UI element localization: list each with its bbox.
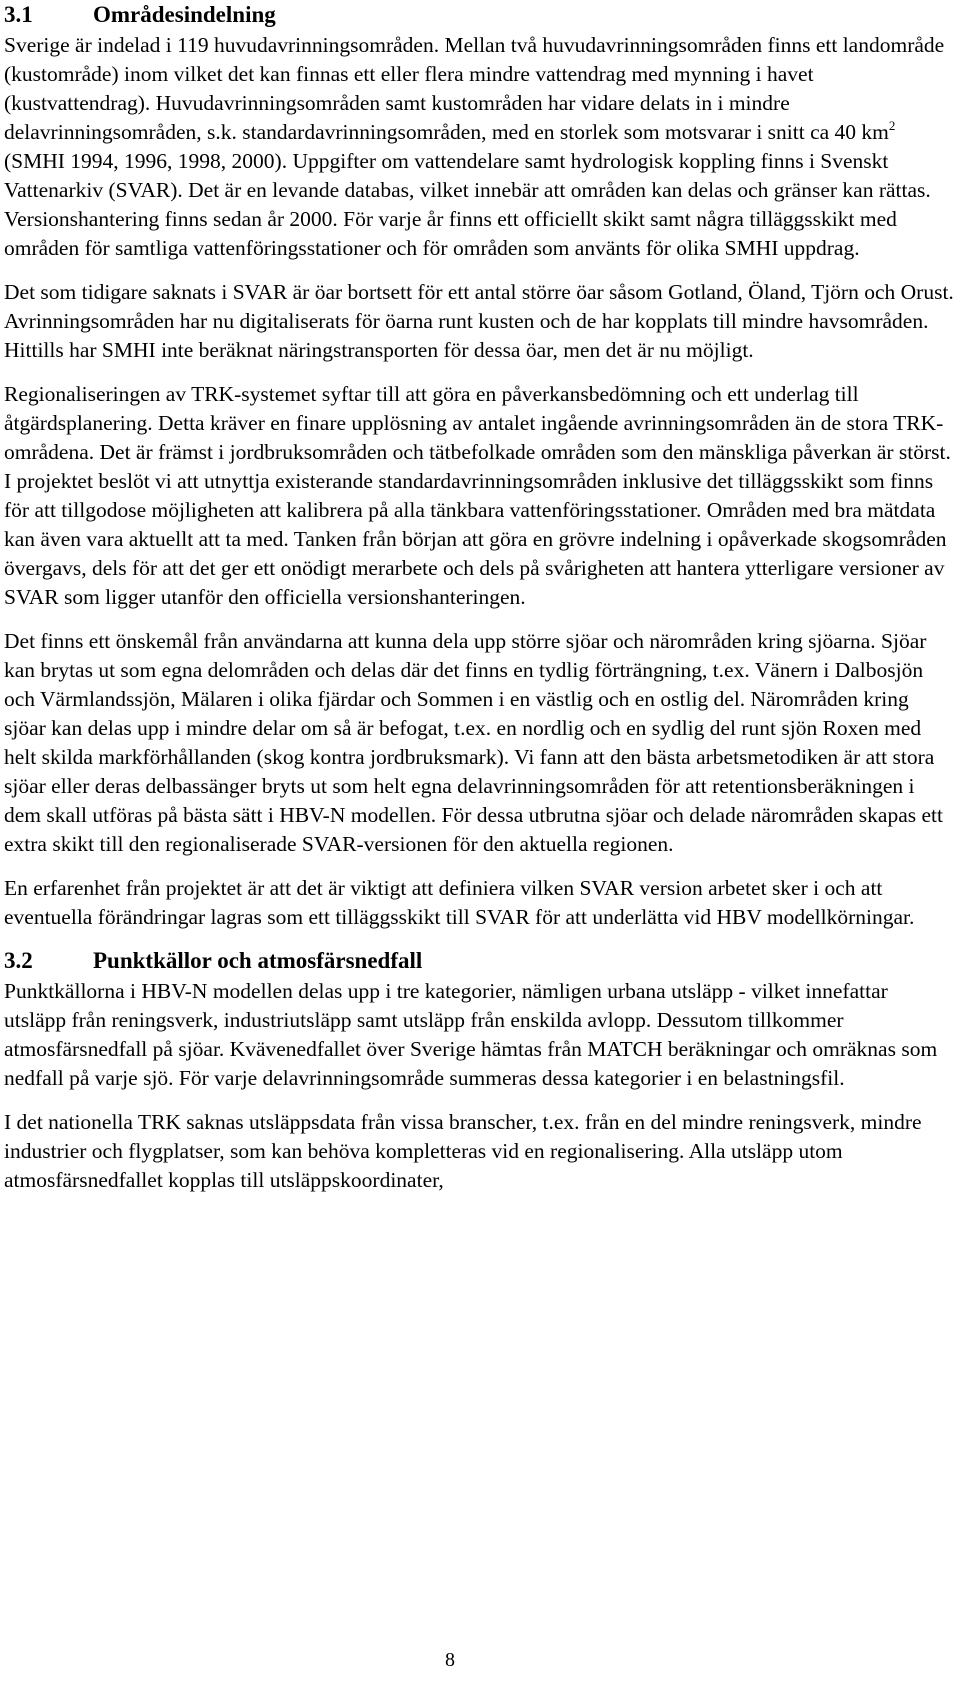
paragraph-text: (SMHI 1994, 1996, 1998, 2000). Uppgifter om vattendelare samt hydrologisk koppling finns i Svenskt Vattenarkiv (SVAR). Det är en levande databas, vilket innebär att områden kan delas och gränser kan rättas. Versionshantering finns sedan år 2000. För varje år finns ett officiellt skikt samt några tilläggsskikt med områden för samtliga vattenföringsstationer och för områden som använts för olika SMHI uppdrag. <box>4 149 931 260</box>
section-number: 3.1 <box>4 2 33 27</box>
page-number: 8 <box>445 1649 455 1671</box>
paragraph <box>4 31 954 263</box>
section-heading <box>4 1 954 29</box>
paragraph: Regionaliseringen av TRK-systemet syftar till att göra en påverkansbedömning och ett underlag till åtgärdsplanering. Detta kräver en finare upplösning av antalet ingående avrinningsområden än de stora TRK-områdena. Det är främst i jordbruksområden och tätbefolkade områden som den mänskliga påverkan är störst. I projektet beslöt vi att utnyttja existerande standardavrinningsområden inklusive det tilläggsskikt som finns för att tillgodose möjligheten att kalibrera på alla tänkbara vattenföringsstationer. Områden med bra mätdata kan även vara aktuellt att ta med. Tanken från början att göra en grövre indelning i opåverkade skogsområden övergavs, dels för att det ger ett onödigt merarbete och dels på svårigheten att hantera ytterligare versioner av SVAR som ligger utanför den officiella versionshanteringen. <box>4 382 951 609</box>
paragraph: I det nationella TRK saknas utsläppsdata från vissa branscher, t.ex. från en del mindre reningsverk, mindre industrier och flygplatser, som kan behöva kompletteras vid en regionalisering. Alla utsläpp utom atmosfärsnedfallet kopplas till utsläppskoordinater, <box>4 1110 922 1192</box>
paragraph: Punktkällorna i HBV-N modellen delas upp i tre kategorier, nämligen urbana utsläpp - vilket innefattar utsläpp från reningsverk, industriutsläpp samt utsläpp från enskilda avlopp. Dessutom tillkommer atmosfärsnedfall på sjöar. Kvävenedfallet över Sverige hämtas från MATCH beräkningar och omräknas som nedfall på varje sjö. För varje delavrinningsområde summeras dessa kategorier i en belastningsfil. <box>4 979 938 1090</box>
paragraph: Det finns ett önskemål från användarna att kunna dela upp större sjöar och närområden kring sjöarna. Sjöar kan brytas ut som egna delområden och delas där det finns en tydlig förträngning, t.ex. Vänern i Dalbosjön och Värmlandssjön, Mälaren i olika fjärdar och Sommen i en västlig och en ostlig del. Närområden kring sjöar kan delas upp i mindre delar om så är befogat, t.ex. en nordlig och en sydlig del runt sjön Roxen med helt skilda markförhållanden (skog kontra jordbruksmark). Vi fann att den bästa arbetsmetodiken är att stora sjöar eller deras delbassänger bryts ut som helt egna delavrinningsområden för att retentionsberäkningen i dem skall utföras på bästa sätt i HBV-N modellen. För dessa utbrutna sjöar och delade närområden skapas ett extra skikt till den regionaliserade SVAR-versionen för den aktuella regionen. <box>4 629 943 856</box>
superscript: 2 <box>888 118 896 133</box>
paragraph-text: Sverige är indelad i 119 huvudavrinningsområden. Mellan två huvudavrinningsområden finns ett landområde (kustområde) inom vilket det kan finnas ett eller flera mindre vattendrag med mynning i havet (kustvattendrag). Huvudavrinningsområden samt kustområden har vidare delats in i mindre delavrinningsområden, s.k. standardavrinningsområden, med en storlek som motsvarar i snitt ca 40 km <box>4 33 945 144</box>
paragraph: Det som tidigare saknats i SVAR är öar bortsett för ett antal större öar såsom Gotland, Öland, Tjörn och Orust. Avrinningsområden har nu digitaliserats för öarna runt kusten och de har kopplats till mindre havsområden. Hittills har SMHI inte beräknat näringstransporten för dessa öar, men det är nu möjligt. <box>4 280 954 362</box>
section-title: Punktkällor och atmosfärsnedfall <box>93 948 423 973</box>
paragraph: En erfarenhet från projektet är att det är viktigt att definiera vilken SVAR version arbetet sker i och att eventuella förändringar lagras som ett tilläggsskikt till SVAR för att underlätta vid HBV modellkörningar. <box>4 876 915 929</box>
section-title: Områdesindelning <box>93 2 276 27</box>
section-number: 3.2 <box>4 948 33 973</box>
section-heading <box>4 947 954 975</box>
